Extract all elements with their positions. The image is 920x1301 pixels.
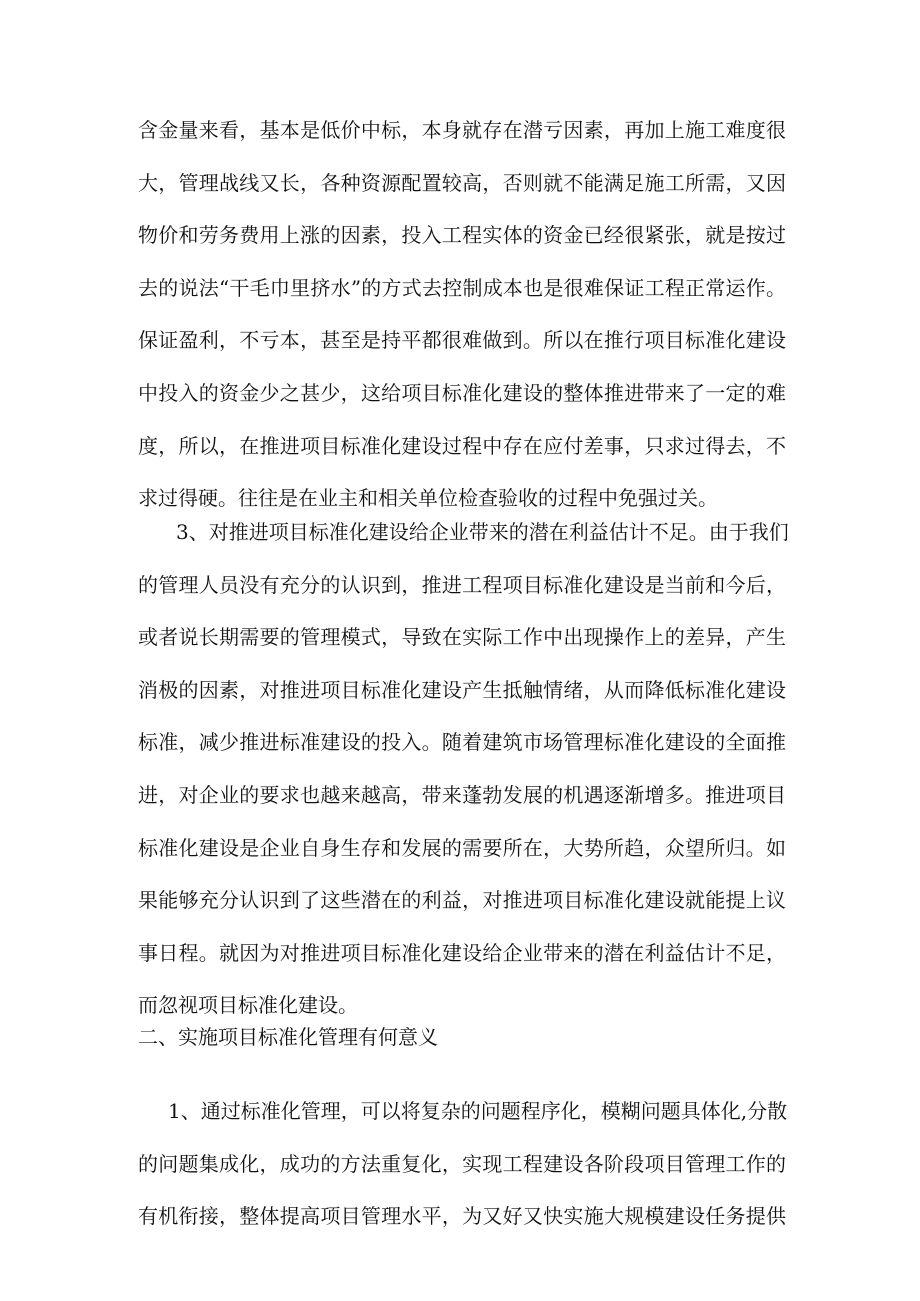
text-line: 标准，减少推进标准建设的投入。随着建筑市场管理标准化建设的全面推 (138, 730, 786, 755)
text-line: 求过得硬。往往是在业主和相关单位检查验收的过程中免强过关。 (138, 486, 718, 511)
text-line: 去的说法“干毛巾里挤水”的方式去控制成本也是很难保证工程正常运作。 (138, 275, 786, 300)
text-line: 果能够充分认识到了这些潜在的利益，对推进项目标准化建设就能提上议 (138, 888, 786, 913)
text-line: 大，管理战线又长，各种资源配置较高，否则就不能满足施工所需，又因 (138, 170, 786, 195)
text-line: 保证盈利，不亏本，甚至是持平都很难做到。所以在推行项目标准化建设 (138, 328, 786, 353)
section-heading-text: 二、实施项目标准化管理有何意义 (138, 1025, 438, 1049)
text-line: 而忽视项目标准化建设。 (138, 993, 358, 1018)
text-line: 事日程。就因为对推进项目标准化建设给企业带来的潜在利益估计不足， (138, 940, 786, 965)
text-line: 的问题集成化，成功的方法重复化，实现工程建设各阶段项目管理工作的 (138, 1151, 786, 1176)
text-line: 进，对企业的要求也越来越高，带来蓬勃发展的机遇逐渐增多。推进项目 (138, 782, 786, 807)
text-line: 1、通过标准化管理，可以将复杂的问题程序化，模糊问题具体化,分散 (168, 1099, 788, 1123)
text-line: 中投入的资金少之甚少，这给项目标准化建设的整体推进带来了一定的难 (138, 380, 786, 405)
text-line: 有机衔接，整体提高项目管理水平，为又好又快实施大规模建设任务提供 (138, 1204, 786, 1229)
text-line: 物价和劳务费用上涨的因素，投入工程实体的资金已经很紧张，就是按过 (138, 223, 786, 248)
text-line: 度，所以，在推进项目标准化建设过程中存在应付差事，只求过得去，不 (138, 433, 786, 458)
text-line: 消极的因素，对推进项目标准化建设产生抵触情绪，从而降低标准化建设 (138, 677, 786, 702)
text-line: 标准化建设是企业自身生存和发展的需要所在，大势所趋，众望所归。如 (138, 835, 786, 860)
text-line: 的管理人员没有充分的认识到，推进工程项目标准化建设是当前和今后， (138, 572, 786, 597)
paragraph-potential-benefits (138, 506, 789, 1032)
text-line: 含金量来看，基本是低价中标，本身就存在潜亏因素，再加上施工难度很 (138, 118, 786, 142)
section-heading (138, 1011, 786, 1064)
text-line: 或者说长期需要的管理模式，导致在实际工作中出现操作上的差异，产生 (138, 625, 786, 650)
text-line: 3、对推进项目标准化建设给企业带来的潜在利益估计不足。由于我们 (176, 520, 789, 544)
paragraph-standardization-meaning (138, 1085, 786, 1243)
paragraph-cost-control (138, 104, 786, 525)
